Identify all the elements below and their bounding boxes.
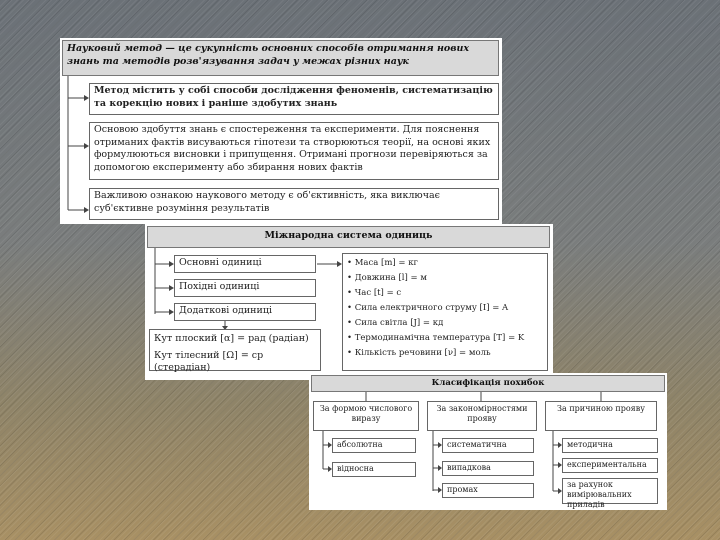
knowledge-basis-box: Основою здобуття знань є спостереження та експерименти. Для пояснення отриманих фактів висуваються гіпотези та створюються теорії, на основі яких формулюються висновки і припущення. Отримані прогнози перевіряються за допомогою експерименту або збирання нових фактів xyxy=(89,122,499,180)
errors-classification-panel xyxy=(309,373,667,510)
si-units-panel xyxy=(145,224,553,380)
error-experimental: експериментальна xyxy=(562,458,658,473)
supplementary-units-box: Додаткові одиниці xyxy=(174,303,316,321)
panel1-header: Науковий метод — це сукупність основних способів отримання нових знань та методів розв'язування задач у межах різних наук xyxy=(62,40,499,76)
column-form-title: За формою числового виразу xyxy=(313,401,419,431)
error-systematic: систематична xyxy=(442,438,534,453)
column-pattern-title: За закономірностями прояву xyxy=(427,401,537,431)
scientific-method-panel xyxy=(60,38,502,224)
method-contents-box: Метод містить у собі способи дослідження феноменів, систематизацію та корекцію нових і раніше здобутих знань xyxy=(89,83,499,115)
unit-time: • Час [t] = с xyxy=(347,288,402,298)
si-base-units-list xyxy=(342,253,548,371)
error-absolute: абсолютна xyxy=(332,438,416,453)
error-blunder: промах xyxy=(442,483,534,498)
derived-units-box: Похідні одиниці xyxy=(174,279,316,297)
unit-current: • Сила електричного струму [I] = A xyxy=(347,303,509,313)
unit-temperature: • Термодинамічна температура [T] = K xyxy=(347,333,525,343)
error-random: випадкова xyxy=(442,461,534,476)
unit-luminous: • Сила світла [J] = кд xyxy=(347,318,444,328)
error-methodical: методична xyxy=(562,438,658,453)
panel2-header: Міжнародна система одиниць xyxy=(147,226,550,248)
plane-angle-text: Кут плоский [α] = рад (радіан) xyxy=(154,333,309,344)
unit-amount: • Кількість речовини [ν] = моль xyxy=(347,348,491,358)
error-relative: відносна xyxy=(332,462,416,477)
solid-angle-text: Кут тілесний [Ω] = ср (стерадіан) xyxy=(154,349,264,373)
objectivity-box: Важливою ознакою наукового методу є об'єктивність, яка виключає суб'єктивне розуміння результатів xyxy=(89,188,499,220)
panel3-header: Класифікація похибок xyxy=(311,375,665,392)
angles-box xyxy=(149,329,321,371)
unit-mass: • Маса [m] = кг xyxy=(347,258,419,268)
column-cause-title: За причиною прояву xyxy=(545,401,657,431)
error-instruments: за рахунок вимірювальних приладів xyxy=(562,478,658,504)
base-units-box: Основні одиниці xyxy=(174,255,316,273)
unit-length: • Довжина [l] = м xyxy=(347,273,427,283)
